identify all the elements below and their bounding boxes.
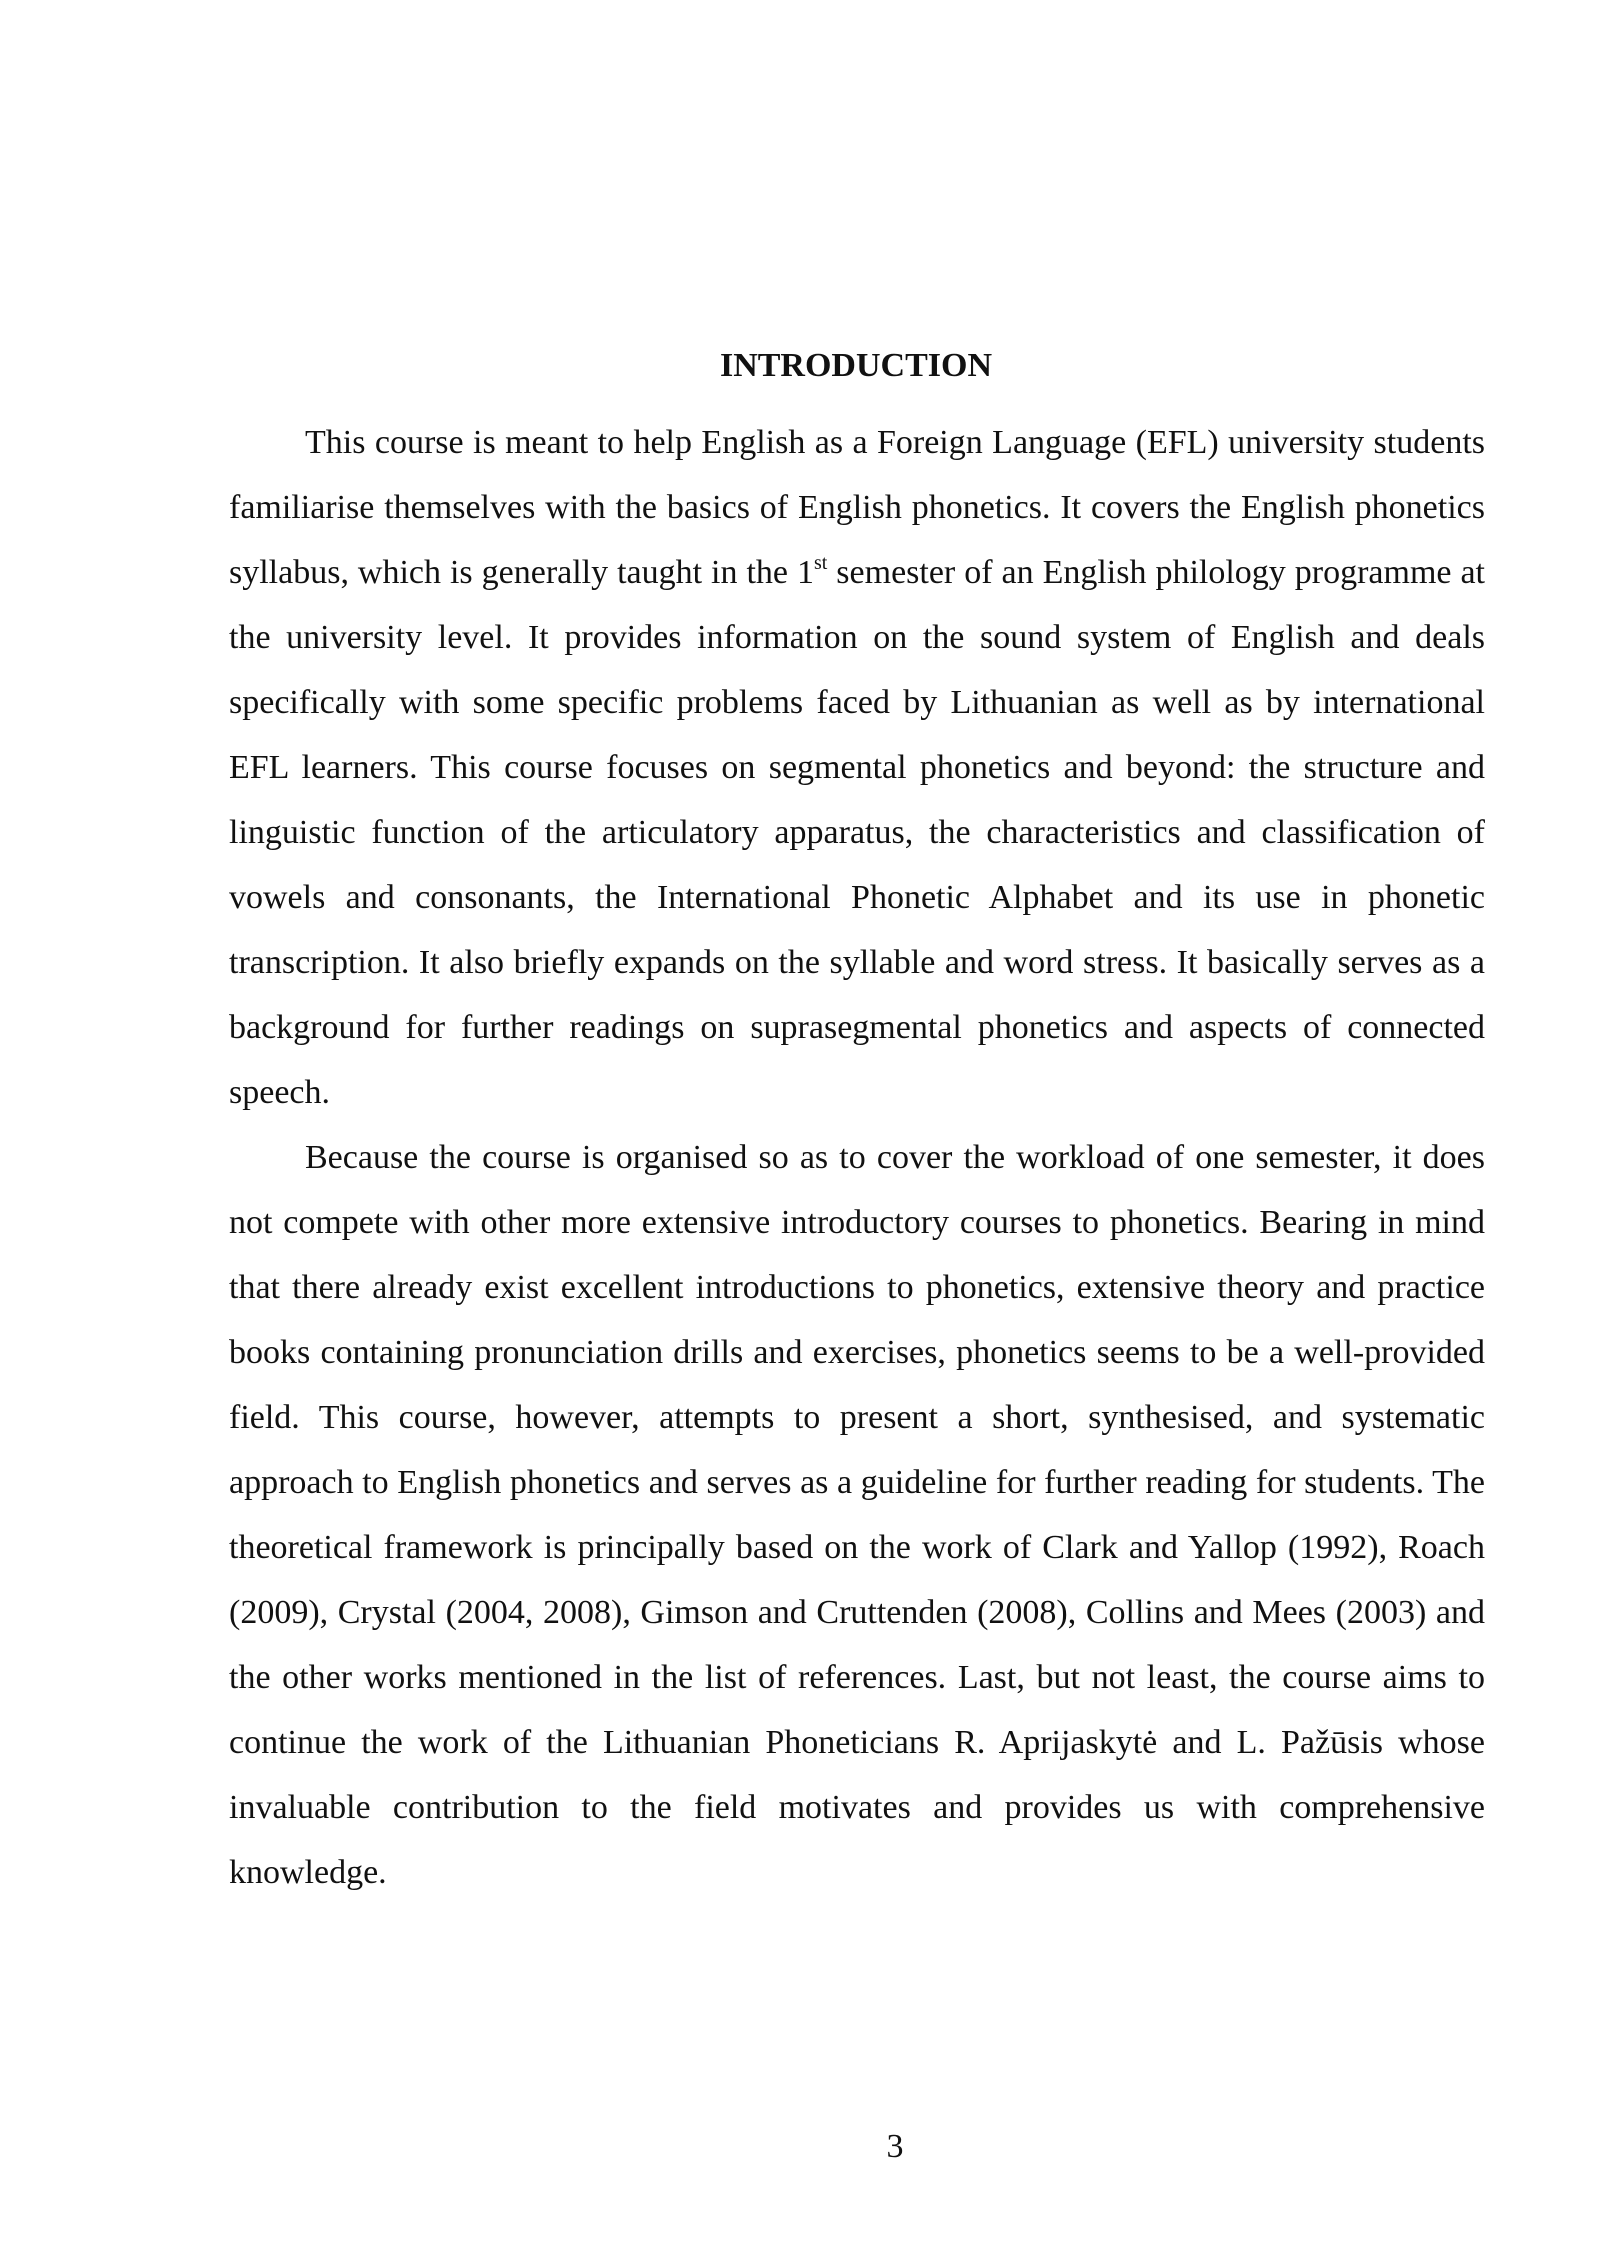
- paragraph-1-text-start: This course is meant to help English as a Foreign Language (EFL) university students familiarise themselves with the basics of English phonetics. It covers the English phonetics syllabus, which is generally taught in the 1: [229, 424, 1485, 591]
- page-title: INTRODUCTION: [719, 347, 993, 384]
- paragraph-1-text-end: semester of an English philology programme at the university level. It provides information on the sound system of English and deals specifically with some specific problems faced by Lithuanian as well as by international EFL learners. This course focuses on segmental phonetics and beyond: the structure and linguistic function of the articulatory apparatus, the characteristics and classification of vowels and consonants, the International Phonetic Alphabet and its use in phonetic transcription. It also briefly expands on the syllable and word stress. It basically serves as a background for further readings on suprasegmental phonetics and aspects of connected speech.: [229, 554, 1485, 1111]
- page-number: 3: [886, 2128, 904, 2165]
- intro-paragraph-1: [229, 410, 1485, 1125]
- intro-paragraph-2: Because the course is organised so as to cover the workload of one semester, it does not compete with other more extensive introductory courses to phonetics. Bearing in mind that there already exist excellent introductions to phonetics, extensive theory and practice books containing pronunciation drills and exercises, phonetics seems to be a well-provided field. This course, however, attempts to present a short, synthesised, and systematic approach to English phonetics and serves as a guideline for further reading for students. The theoretical framework is principally based on the work of Clark and Yallop (1992), Roach (2009), Crystal (2004, 2008), Gimson and Cruttenden (2008), Collins and Mees (2003) and the other works mentioned in the list of references. Last, but not least, the course aims to continue the work of the Lithuanian Phoneticians R. Aprijaskytė and L. Pažūsis whose invaluable contribution to the field motivates and provides us with comprehensive knowledge.: [229, 1139, 1485, 1891]
- ordinal-superscript: st: [813, 552, 828, 574]
- body-text: [229, 410, 1485, 1905]
